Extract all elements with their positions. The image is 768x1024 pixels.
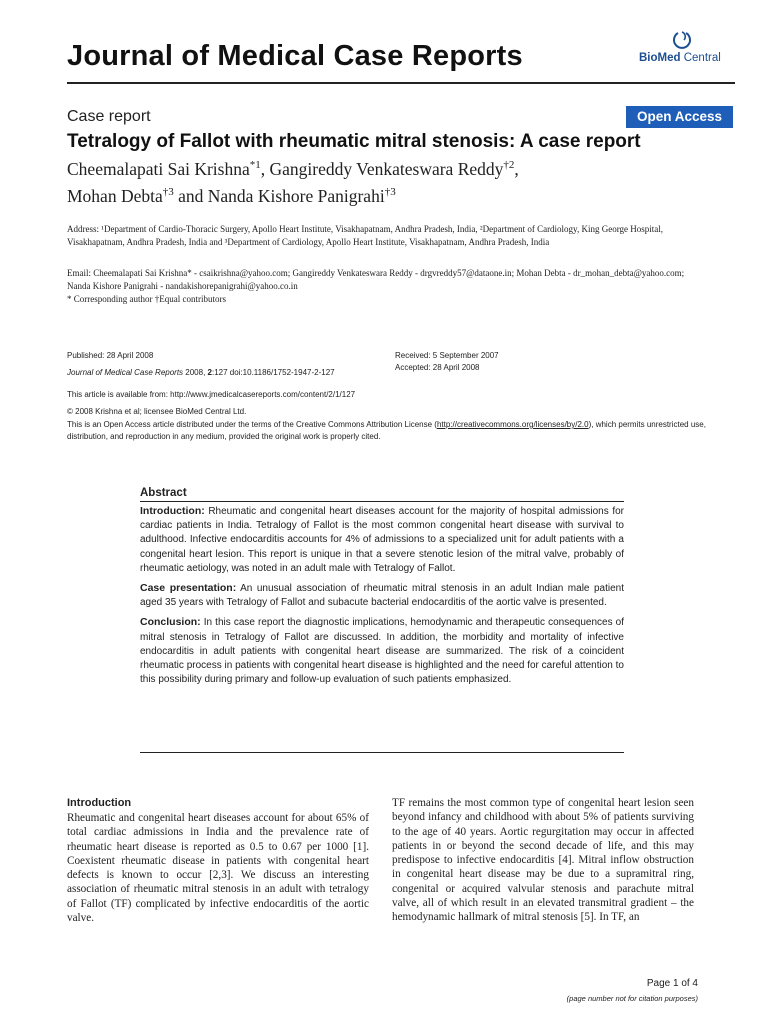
author-footnote: * Corresponding author †Equal contributors <box>67 294 226 304</box>
abstract-section-label: Introduction: <box>140 505 205 517</box>
author-address: Address: ¹Department of Cardio-Thoracic Surgery, Apollo Heart Institute, Visakhapatnam, Andhra Pradesh, India, ²Department of Cardiology, King George Hospital, Visakhapatnam, Andhra Pradesh, India and ³Department of Cardiology, Apollo Heart Institute, Visakhapatnam, Andhra Pradesh, India <box>67 224 664 247</box>
abstract-heading: Abstract <box>140 487 187 499</box>
article-type-label: Case report <box>67 108 151 125</box>
received-date: Received: 5 September 2007 <box>395 351 499 360</box>
author-name: Gangireddy Venkateswara Reddy <box>269 158 504 179</box>
body-column-left <box>67 796 369 925</box>
logo-arc-icon <box>672 30 692 50</box>
logo-text <box>639 52 721 64</box>
header-rule <box>67 82 735 84</box>
body-text-right: TF remains the most common type of congenital heart lesion seen beyond infancy and childhood with about 5% of patients surviving to the age of 40 years. Aortic regurgitation may occur in affected patients in or beyond the second decade of life, and this may predispose to infective endocarditis [4]. Mitral inflow obstruction in congenital heart disease may be due to a supramitral ring, congenital or acquired valvular stenosis and parachute mitral valve, all of which result in an elevated transmitral gradient – the hemodynamic hallmark of mitral stenosis [5]. In TF, an <box>392 797 694 924</box>
open-access-badge: Open Access <box>626 106 733 128</box>
author-affiliation-marker: †2 <box>503 159 515 171</box>
abstract-section-label: Conclusion: <box>140 616 201 629</box>
abstract-section-text: Rheumatic and congenital heart diseases account for the majority of hospital admissions for cardiac patients in India. Tetralogy of Fallot is the most common congenital heart disease with survival to adulthood. Infective endocarditis accounts for 4% of admissions to a specialized unit for adult patients with a congenital heart lesion. This report is unique in that a severe stenotic lesion of the mitral valve, probably of rheumatic aetiology, was noted in an adult male with Tetralogy of Fallot. <box>140 506 624 574</box>
author-name: Cheemalapati Sai Krishna <box>67 158 250 179</box>
citation-volume: 2 <box>207 368 212 377</box>
author-affiliation-marker: †3 <box>162 185 174 198</box>
author-name: Nanda Kishore Panigrahi <box>207 185 385 206</box>
author-separator: , <box>260 158 270 179</box>
abstract-box <box>140 486 624 692</box>
author-name: Mohan Debta <box>67 185 163 206</box>
logo-central: Central <box>680 52 721 64</box>
citation <box>67 367 335 379</box>
author-list <box>67 154 707 208</box>
license-pre: This is an Open Access article distributed under the terms of the Creative Commons Attribution License ( <box>67 420 437 429</box>
abstract-section-text: In this case report the diagnostic implications, hemodynamic and therapeutic consequences of mitral stenosis in Tetralogy of Fallot are discussed. In addition, the morbidity and mortality of infective endocarditis in adult patients with congenital heart disease are summarized. The risk of a coincident rheumatic process in patients with congenital heart disease is highlighted and the need for careful attention to this possibility during primary and follow-up evaluation of such patients emphasized. <box>140 617 624 686</box>
citation-journal: Journal of Medical Case Reports <box>67 368 184 377</box>
page-number-note: (page number not for citation purposes) <box>566 994 698 1003</box>
page-number: Page 1 of 4 <box>646 978 698 989</box>
license-text <box>67 419 707 443</box>
copyright: © 2008 Krishna et al; licensee BioMed Central Ltd. <box>67 407 247 416</box>
abstract-bottom-rule <box>140 752 624 753</box>
biomed-central-logo <box>636 30 746 74</box>
author-separator: , <box>514 158 519 179</box>
citation-year: 2008, <box>183 368 208 377</box>
journal-title: Journal of Medical Case Reports <box>67 40 523 72</box>
published-date: Published: 28 April 2008 <box>67 351 154 360</box>
abstract-top-rule <box>140 501 624 502</box>
license-post: ), which permits unrestricted use, distribution, and reproduction in any medium, provided the original work is properly cited. <box>67 420 706 441</box>
author-separator: and <box>173 185 208 206</box>
article-title: Tetralogy of Fallot with rheumatic mitral stenosis: A case report <box>67 131 641 152</box>
license-link[interactable]: http://creativecommons.org/licenses/by/2.0 <box>436 420 589 429</box>
article-url[interactable]: This article is available from: http://www.jmedicalcasereports.com/content/2/1/127 <box>67 390 356 399</box>
introduction-heading: Introduction <box>67 797 132 809</box>
abstract-case-presentation <box>140 581 624 610</box>
author-affiliation-marker: *1 <box>249 159 261 171</box>
abstract-section-label: Case presentation: <box>140 582 237 595</box>
accepted-date: Accepted: 28 April 2008 <box>395 363 480 372</box>
citation-doi: :127 doi:10.1186/1752-1947-2-127 <box>211 368 335 377</box>
abstract-introduction <box>140 504 624 576</box>
abstract-conclusion <box>140 615 624 687</box>
author-affiliation-marker: †3 <box>384 185 396 198</box>
logo-biomed: BioMed <box>639 52 681 64</box>
body-column-right <box>392 796 694 925</box>
author-emails: Email: Cheemalapati Sai Krishna* - csaikrishna@yahoo.com; Gangireddy Venkateswara Reddy - drgvreddy57@dataone.in; Mohan Debta - dr_mohan_debta@yahoo.com; Nanda Kishore Panigrahi - nandakishorepanigrahi@yahoo.co.in <box>67 268 685 291</box>
introduction-text: Rheumatic and congenital heart diseases account for about 65% of total cardiac admissions in India and the prevalence rate of rheumatic heart disease is reported as 0.5 to 0.67 per 1000 [1]. Coexistent rheumatic disease in patients with congenital heart defects is known to occur [2,3]. We discuss an interesting association of rheumatic mitral stenosis in an adult with tetralogy of Fallot (TF) complicated by infective endocarditis of the aortic valve. <box>67 812 369 925</box>
abstract-section-text: An unusual association of rheumatic mitral stenosis in an adult Indian male patient aged 35 years with Tetralogy of Fallot and subacute bacterial endocarditis of the aortic valve is presented. <box>140 583 624 609</box>
